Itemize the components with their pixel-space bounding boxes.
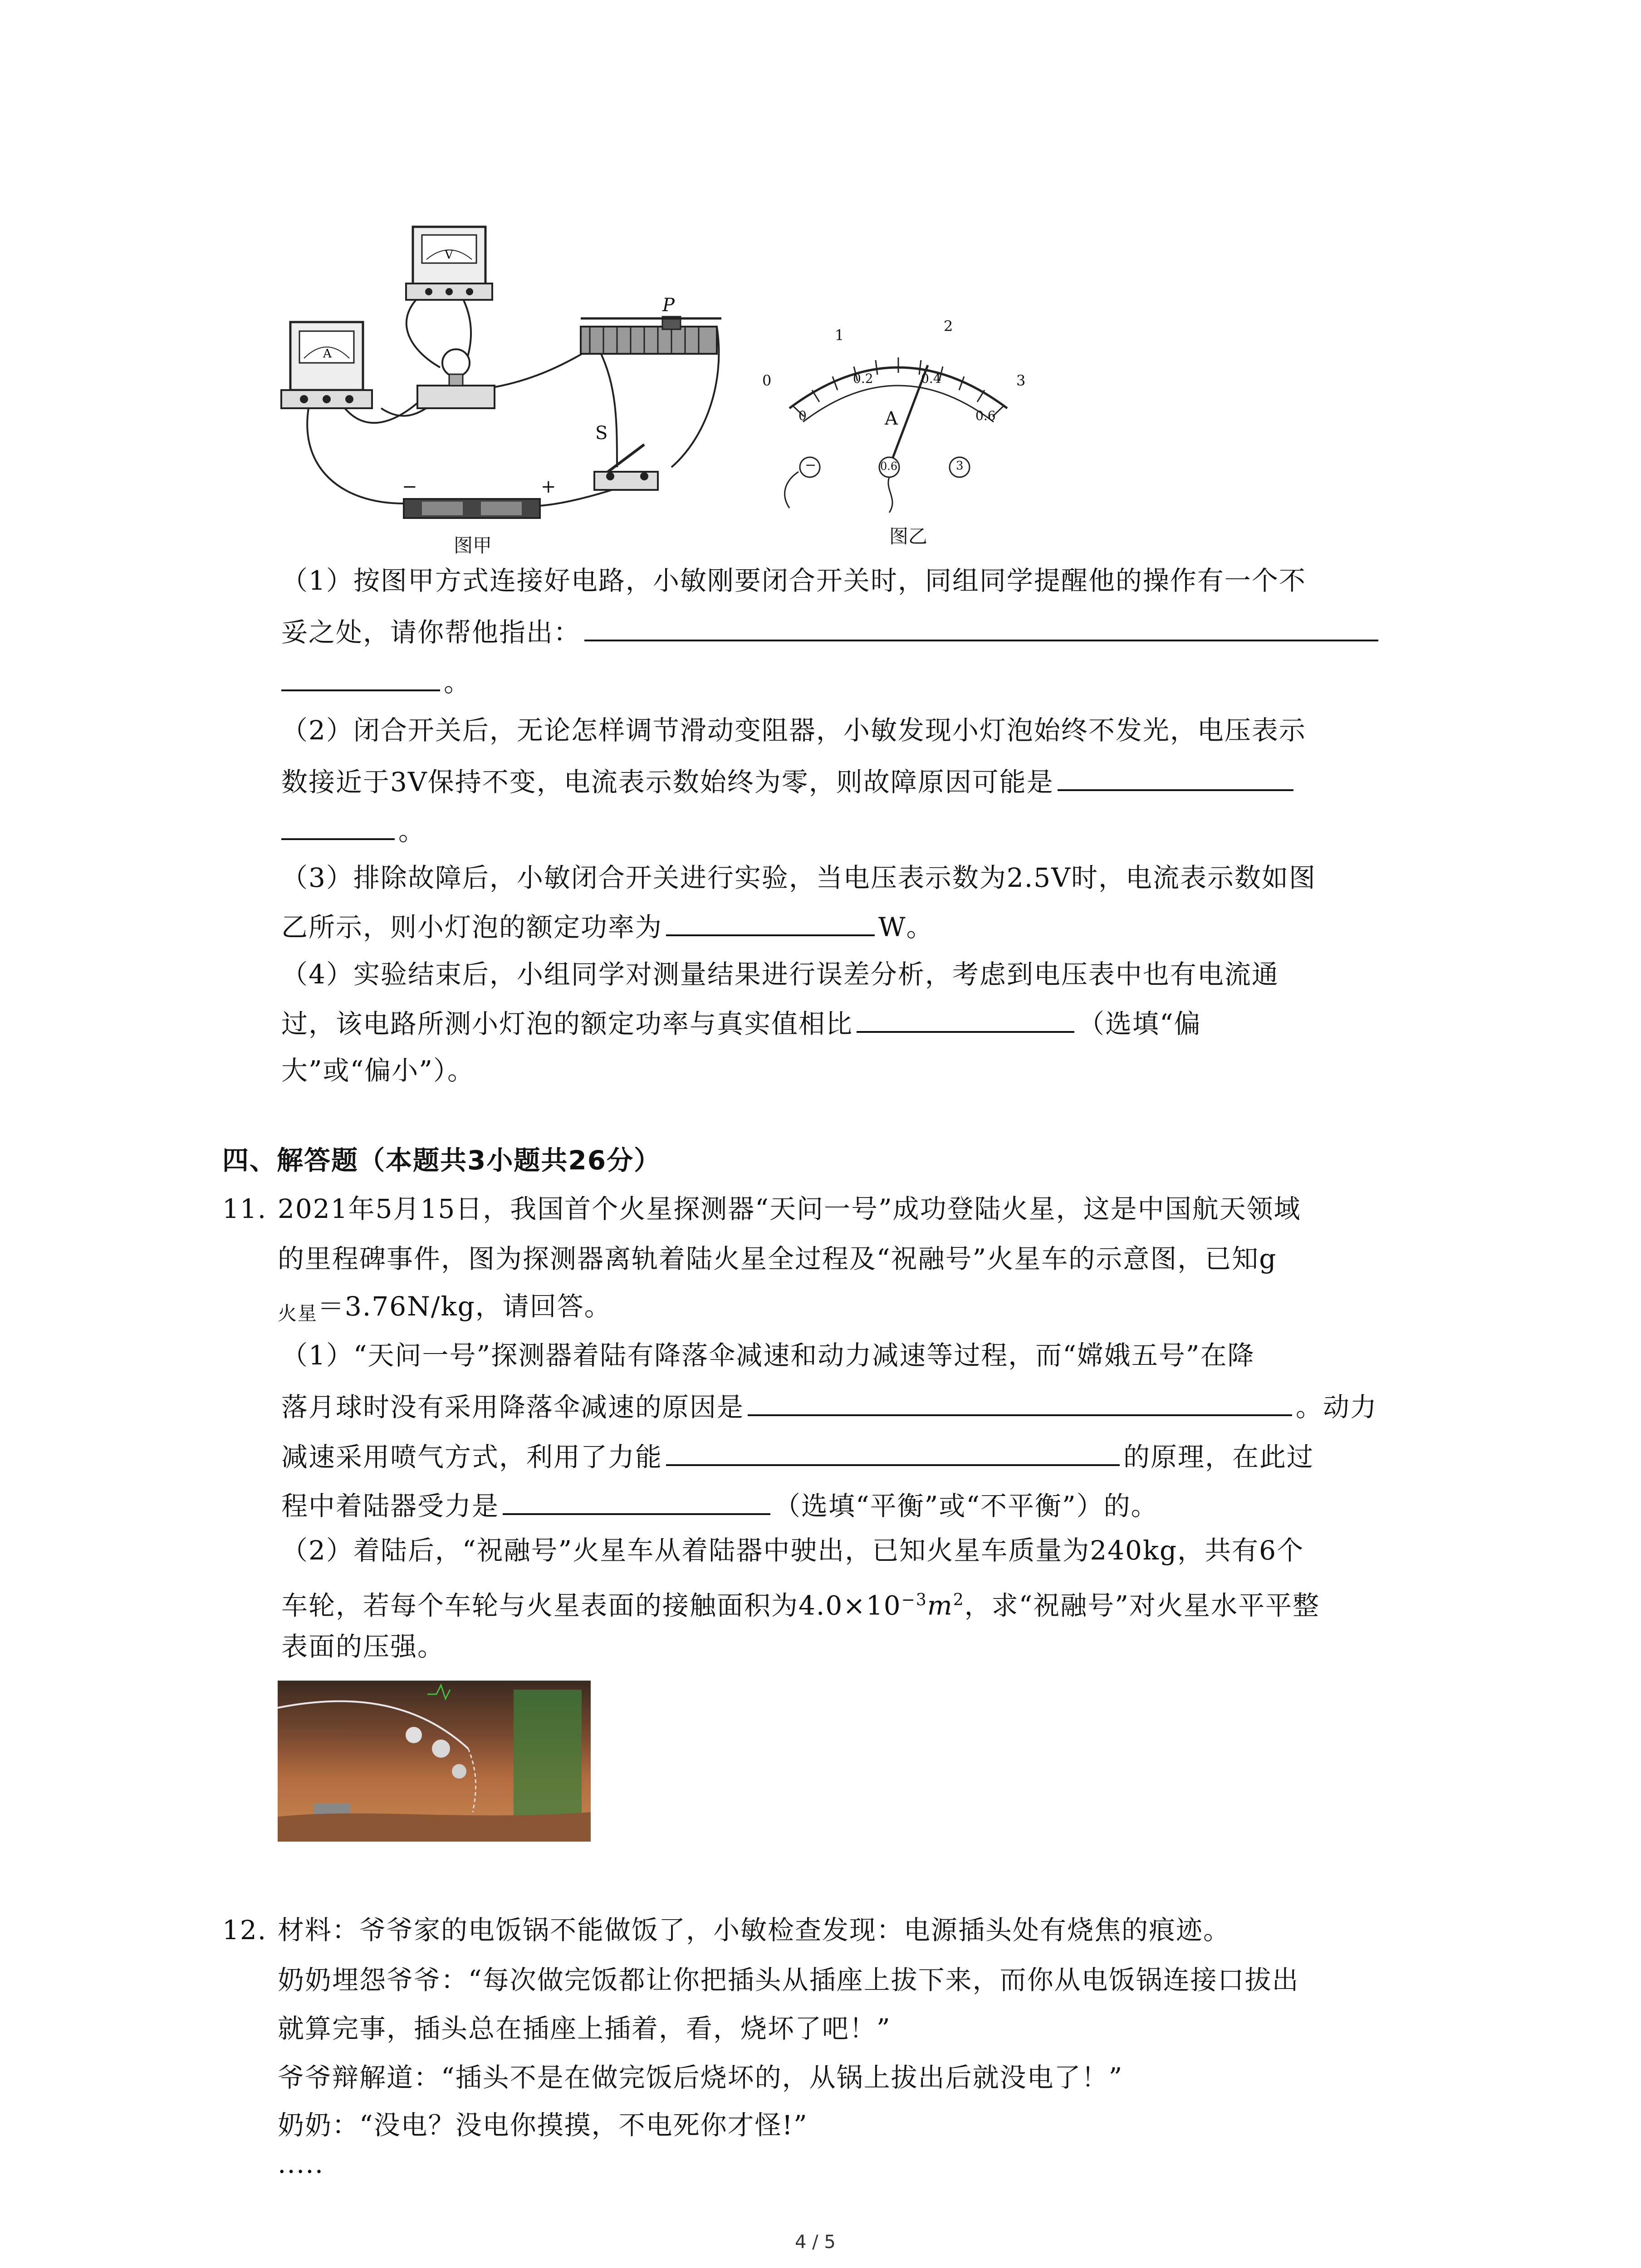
q10-p4-line2: 过，该电路所测小灯泡的额定功率与真实值相比 （选填“偏 (281, 1005, 1201, 1042)
q12-number: 12. (222, 1915, 267, 1945)
label-plus: + (541, 476, 556, 497)
q10-answer-blank-1[interactable] (584, 613, 1378, 641)
q12-line6: ..... (278, 2148, 324, 2179)
terminal-06: 0.6 (880, 460, 898, 473)
ammeter-dial (753, 318, 1043, 526)
svg-text:V: V (445, 248, 453, 262)
dial-bottom-04: 0.4 (921, 371, 941, 386)
q11-p1-line3: 减速采用喷气方式，利用了力能 的原理，在此过 (281, 1438, 1314, 1475)
section-heading: 四、解答题（本题共3小题共26分） (222, 1145, 661, 1176)
q11-answer-blank-1[interactable] (748, 1388, 1292, 1416)
circuit-diagram (272, 213, 726, 567)
q12-line3: 就算完事，插头总在插座上插着，看，烧坏了吧！” (278, 2013, 891, 2044)
mars-landing-image (278, 1681, 591, 1842)
label-s: S (595, 423, 608, 444)
q10-p4-line3: 大”或“偏小”）。 (281, 1055, 475, 1086)
q11-line1: 2021年5月15日，我国首个火星探测器“天问一号”成功登陆火星，这是中国航天领域 (278, 1193, 1301, 1224)
page-number: 4 / 5 (795, 2232, 836, 2253)
q10-p3-line2: 乙所示，则小灯泡的额定功率为 W。 (281, 908, 934, 945)
dial-top-0: 0 (762, 372, 772, 389)
q10-p1-line3: 。 (281, 663, 471, 700)
dial-top-3: 3 (1016, 372, 1026, 389)
figure-yi-caption: 图乙 (889, 525, 928, 547)
q10-answer-blank-1b[interactable] (281, 663, 440, 691)
voltmeter-device (406, 227, 492, 300)
dial-top-1: 1 (835, 327, 844, 344)
q10-p1-line2: 妥之处，请你帮他指出： (281, 613, 1382, 650)
q12-line5: 奶奶：“没电？没电你摸摸，不电死你才怪!” (278, 2110, 808, 2141)
q10-answer-blank-2[interactable] (1058, 763, 1293, 791)
dial-top-2: 2 (944, 318, 953, 335)
bulb-device (417, 349, 495, 408)
q10-p3-line1: （3）排除故障后，小敏闭合开关进行实验，当电压表示数为2.5V时，电流表示数如图 (281, 862, 1317, 893)
q10-p2-line2: 数接近于3V保持不变，电流表示数始终为零，则故障原因可能是 (281, 763, 1297, 800)
q11-p2-line3: 表面的压强。 (281, 1631, 445, 1662)
q11-p1-line4: 程中着陆器受力是 （选填“平衡”或“不平衡”）的。 (281, 1487, 1158, 1524)
q10-answer-blank-4[interactable] (857, 1005, 1074, 1033)
switch-device (594, 445, 658, 490)
q10-p2-line1: （2）闭合开关后，无论怎样调节滑动变阻器，小敏发现小灯泡始终不发光，电压表示 (281, 715, 1306, 746)
label-p: P (662, 295, 675, 316)
figure-yi (753, 318, 1043, 526)
q12-line2: 奶奶埋怨爷爷：“每次做完饭都让你把插头从插座上拔下来，而你从电饭锅连接口拔出 (278, 1965, 1299, 1995)
q11-p2-line1: （2）着陆后，“祝融号”火星车从着陆器中驶出，已知火星车质量为240kg，共有6个 (281, 1535, 1304, 1566)
svg-text:A: A (323, 347, 332, 361)
q12-line4: 爷爷辩解道：“插头不是在做完饭后烧坏的，从锅上拔出后就没电了！” (278, 2062, 1123, 2093)
dial-unit: A (885, 408, 898, 429)
dial-bottom-06: 0.6 (975, 408, 996, 423)
q11-answer-blank-3[interactable] (503, 1487, 770, 1515)
q11-p1-line1: （1）“天问一号”探测器着陆有降落伞减速和动力减速等过程，而“嫦娥五号”在降 (281, 1340, 1255, 1371)
q11-answer-blank-2[interactable] (666, 1438, 1120, 1466)
terminal-minus: − (805, 457, 817, 473)
q11-p2-line2: 车轮，若每个车轮与火星表面的接触面积为$4.0\times 10^{-3}m^2$，求“祝融号”对火星水平平整 (281, 1590, 1320, 1621)
q11-line3: 火星＝3.76N/kg，请回答。 (278, 1291, 612, 1325)
rheostat-device (581, 317, 721, 354)
q10-answer-blank-2b[interactable] (281, 812, 395, 840)
dial-bottom-02: 0.2 (853, 371, 873, 386)
q11-p1-line2: 落月球时没有采用降落伞减速的原因是 。动力 (281, 1388, 1377, 1425)
mars-landing-graphic (278, 1681, 591, 1842)
q10-p4-line1: （4）实验结束后，小组同学对测量结果进行误差分析，考虑到电压表中也有电流通 (281, 959, 1279, 990)
q10-p2-line3: 。 (281, 812, 426, 849)
dial-bottom-0: 0 (798, 408, 807, 423)
q12-line1: 材料：爷爷家的电饭锅不能做饭了，小敏检查发现：电源插头处有烧焦的痕迹。 (278, 1915, 1231, 1945)
figure-jia (272, 213, 726, 567)
battery-device (404, 499, 540, 518)
ammeter-device (281, 322, 372, 408)
figure-jia-caption: 图甲 (454, 534, 492, 557)
label-minus: − (402, 476, 417, 497)
q10-p1-line1: （1）按图甲方式连接好电路，小敏刚要闭合开关时，同组同学提醒他的操作有一个不 (281, 565, 1306, 596)
q11-number: 11. (222, 1193, 267, 1224)
q11-line2: 的里程碑事件，图为探测器离轨着陆火星全过程及“祝融号”火星车的示意图，已知g (278, 1243, 1277, 1274)
q10-answer-blank-3[interactable] (666, 908, 875, 936)
terminal-3: 3 (956, 459, 964, 473)
